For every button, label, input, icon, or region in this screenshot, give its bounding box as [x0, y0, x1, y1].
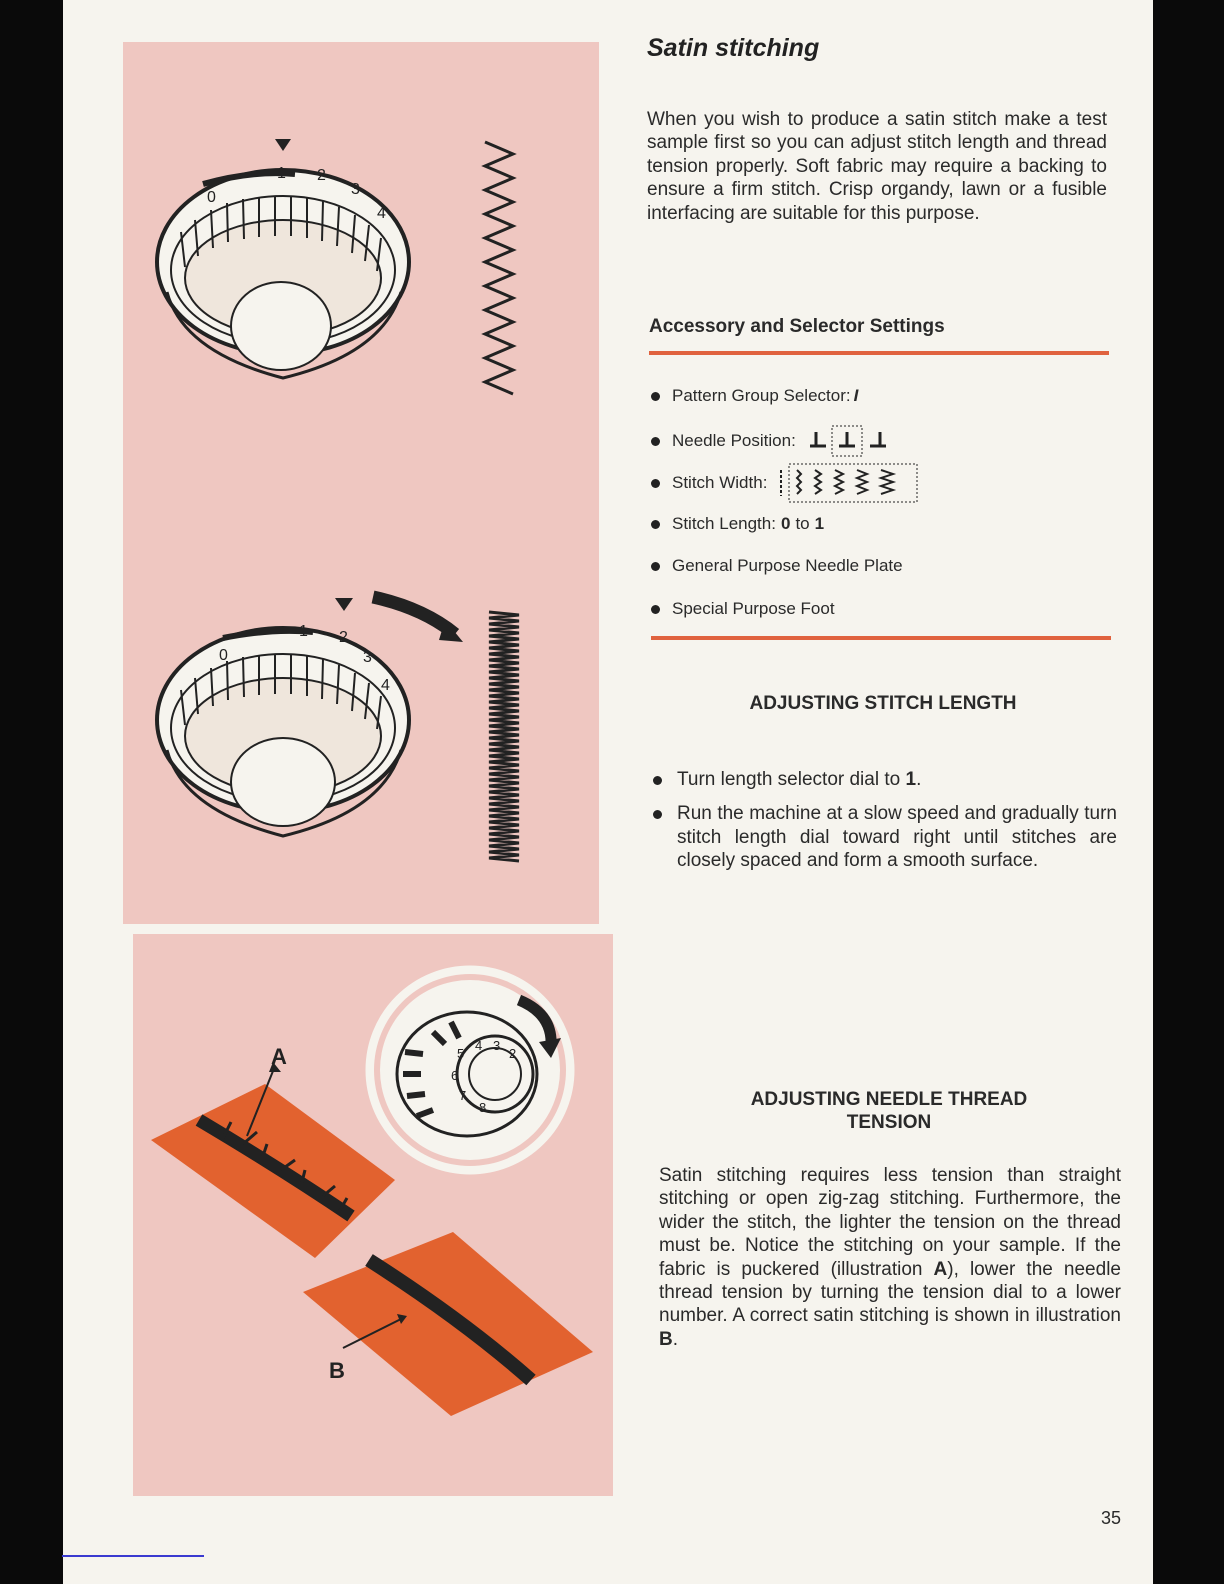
setting-label: Stitch Width:: [672, 473, 768, 492]
list-item: [653, 768, 1117, 791]
setting-to-word: to: [795, 514, 810, 533]
dial-number: 1: [299, 623, 308, 640]
bullet-icon: [653, 810, 662, 819]
setting-pattern-group: [651, 386, 858, 406]
tension-sample-illustration: [133, 934, 613, 1496]
divider-rule: [651, 636, 1111, 640]
setting-value-from: 0: [780, 514, 791, 533]
intro-paragraph: When you wish to produce a satin stitch make a test sample first so you can adjust stitch length and thread tension properly. Soft fabric may require a backing to ensure a firm stitch. Crisp organdy, lawn or a fusible interfacing are suitable for this purpose.: [647, 109, 1107, 224]
setting-stitch-width: [651, 462, 925, 504]
dial-number: 1: [277, 165, 286, 182]
setting-needle-plate: [651, 556, 903, 576]
open-zigzag-stitch-sample: [485, 142, 513, 394]
needle-position-symbols-icon: [806, 424, 906, 458]
tension-dial-number: 7: [459, 1088, 467, 1103]
tension-dial-number: 5: [457, 1046, 465, 1061]
dial-number: 2: [339, 629, 348, 646]
tension-heading: [659, 1088, 1119, 1134]
tension-dial-number: 2: [509, 1046, 517, 1061]
list-item: [653, 802, 1117, 872]
bullet-icon: [651, 479, 660, 488]
stitch-length-dial-2: [157, 597, 463, 836]
satin-stitch-sample: [489, 612, 519, 861]
setting-stitch-length: [651, 514, 824, 534]
page-number: 35: [1101, 1508, 1122, 1528]
dial-drawings: [123, 42, 599, 924]
ref-a: A: [933, 1258, 948, 1280]
dial-number: 3: [363, 649, 372, 666]
tension-dial-number: 3: [493, 1038, 501, 1053]
tension-heading-line1: ADJUSTING NEEDLE THREAD: [750, 1089, 1028, 1110]
dial-number: 2: [317, 167, 326, 184]
tension-dial-number: 4: [475, 1038, 483, 1053]
setting-label: Stitch Length:: [672, 514, 776, 533]
tension-heading-line2: TENSION: [846, 1112, 932, 1133]
step-text: Run the machine at a slow speed and gradually turn stitch length dial toward right until stitches are closely spaced and form a smooth surface.: [677, 803, 1117, 872]
setting-label: Pattern Group Selector:: [672, 386, 851, 405]
dial-number: 0: [207, 189, 216, 206]
divider-rule: [649, 351, 1109, 355]
stitch-length-dial-1: [157, 139, 409, 378]
setting-label: Special Purpose Foot: [672, 599, 835, 618]
setting-foot: [651, 599, 835, 619]
bullet-icon: [651, 605, 660, 614]
bullet-icon: [653, 776, 662, 785]
fabric-sample-b: [303, 1232, 593, 1416]
stitch-length-steps: [653, 768, 1117, 884]
tension-text: ), lower the needle thread tension by turning the tension dial to a lower number. A correct satin stitching is shown in illustration: [659, 1258, 1121, 1327]
bullet-icon: [651, 437, 660, 446]
dial-number: 4: [377, 205, 386, 222]
dial-number: 4: [381, 677, 390, 694]
footer-line: [62, 1555, 204, 1557]
label-b: B: [329, 1358, 345, 1383]
setting-needle-position: [651, 424, 906, 458]
label-a: A: [271, 1044, 287, 1069]
bullet-icon: [651, 392, 660, 401]
setting-value-to: 1: [814, 514, 825, 533]
page-title: Satin stitching: [647, 34, 820, 62]
fabric-sample-a: [151, 1044, 395, 1258]
bullet-icon: [651, 562, 660, 571]
settings-heading: Accessory and Selector Settings: [649, 316, 945, 337]
pointer-triangle-icon: [275, 139, 291, 151]
setting-label: General Purpose Needle Plate: [672, 556, 903, 575]
dial-number: 3: [351, 181, 360, 198]
tension-drawings: [133, 934, 613, 1496]
step-value: 1: [905, 769, 917, 790]
tension-dial-number: 8: [479, 1100, 487, 1115]
ref-b: B: [659, 1328, 673, 1350]
manual-page: [63, 0, 1153, 1584]
stitch-length-dial-illustration: [123, 42, 599, 924]
tension-paragraph: [659, 1164, 1121, 1351]
tension-text: Satin stitching requires less tension than straight stitching or open zig-zag stitching. Furthermore, the wider the stitch, the lighter the tension on the thread must be. Notice the stitching on your sample. If the fabric is puckered (illustration: [659, 1165, 1121, 1280]
pointer-triangle-icon: [335, 598, 353, 611]
tension-text: .: [672, 1328, 679, 1350]
step-end: .: [916, 769, 922, 790]
tension-dial-number: 6: [451, 1068, 459, 1083]
tension-dial: [366, 966, 574, 1174]
step-text: Turn length selector dial to: [677, 769, 906, 790]
stitch-length-heading: ADJUSTING STITCH LENGTH: [749, 693, 1017, 714]
bullet-icon: [651, 520, 660, 529]
setting-value: I: [853, 386, 859, 405]
stitch-width-symbols-icon: [775, 462, 925, 504]
dial-number: 0: [219, 647, 228, 664]
setting-label: Needle Position:: [672, 431, 796, 450]
